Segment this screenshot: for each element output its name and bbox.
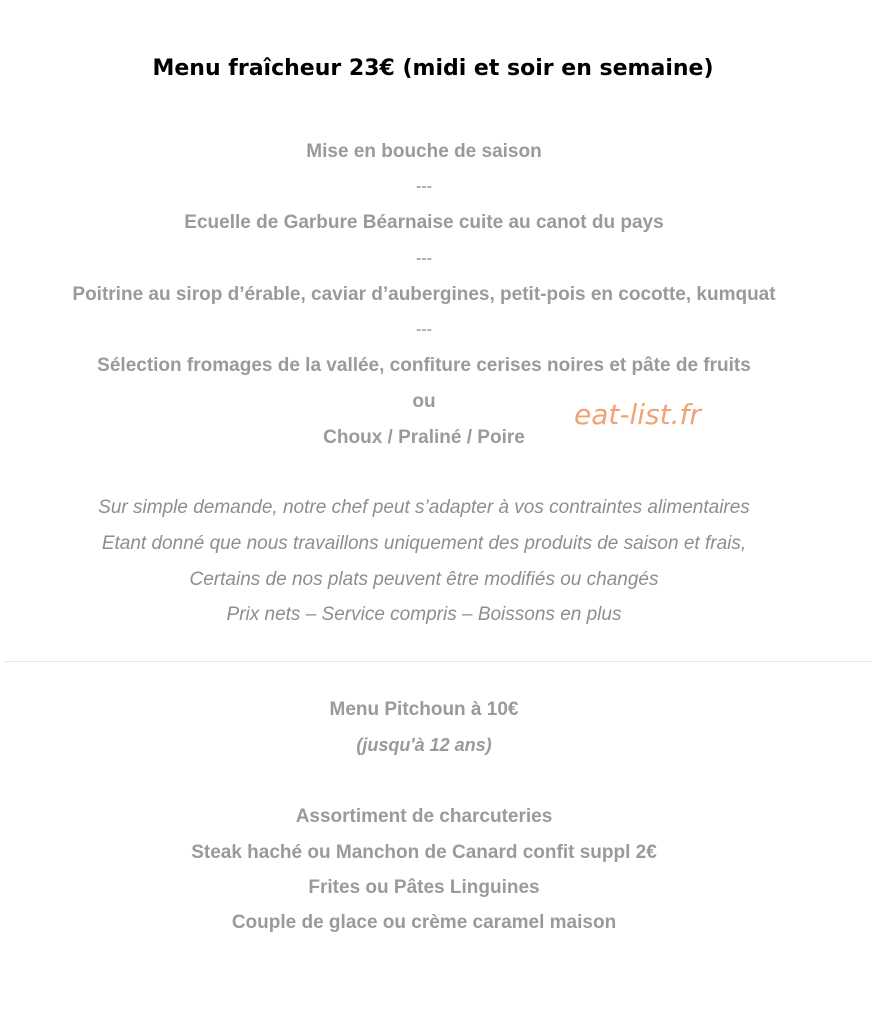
watermark-logo: eat-list.fr [574,398,701,431]
section-divider [4,661,872,662]
course-separator-1: --- [416,178,432,195]
note-line-4: Prix nets – Service compris – Boissons en plus [226,604,622,625]
note-line-3: Certains de nos plats peuvent être modifiés ou changés [189,569,659,590]
menu-fraicheur-course-2: Ecuelle de Garbure Béarnaise cuite au canot du pays [184,212,664,233]
course-separator-2: --- [416,250,432,267]
menu-fraicheur-course-1: Mise en bouche de saison [306,141,542,162]
menu-fraicheur-course-5: Choux / Praliné / Poire [323,427,525,448]
pitchoun-item-2: Steak haché ou Manchon de Canard confit suppl 2€ [191,842,657,863]
menu-pitchoun-subtitle: (jusqu'à 12 ans) [356,735,492,755]
menu-fraicheur-course-3: Poitrine au sirop d’érable, caviar d’aubergines, petit-pois en cocotte, kumquat [72,284,776,305]
pitchoun-item-4: Couple de glace ou crème caramel maison [231,912,617,933]
note-line-1: Sur simple demande, notre chef peut s’adapter à vos contraintes alimentaires [98,497,750,518]
menu-fraicheur-title: Menu fraîcheur 23€ (midi et soir en semaine) [152,56,714,81]
note-line-2: Etant donné que nous travaillons uniquement des produits de saison et frais, [101,533,747,554]
course-separator-3: --- [416,321,432,338]
or-word: ou [412,391,436,412]
pitchoun-item-1: Assortiment de charcuteries [295,806,553,827]
menu-pitchoun-title: Menu Pitchoun à 10€ [329,699,519,720]
pitchoun-item-3: Frites ou Pâtes Linguines [308,877,540,898]
menu-fraicheur-course-4: Sélection fromages de la vallée, confiture cerises noires et pâte de fruits [97,355,751,376]
